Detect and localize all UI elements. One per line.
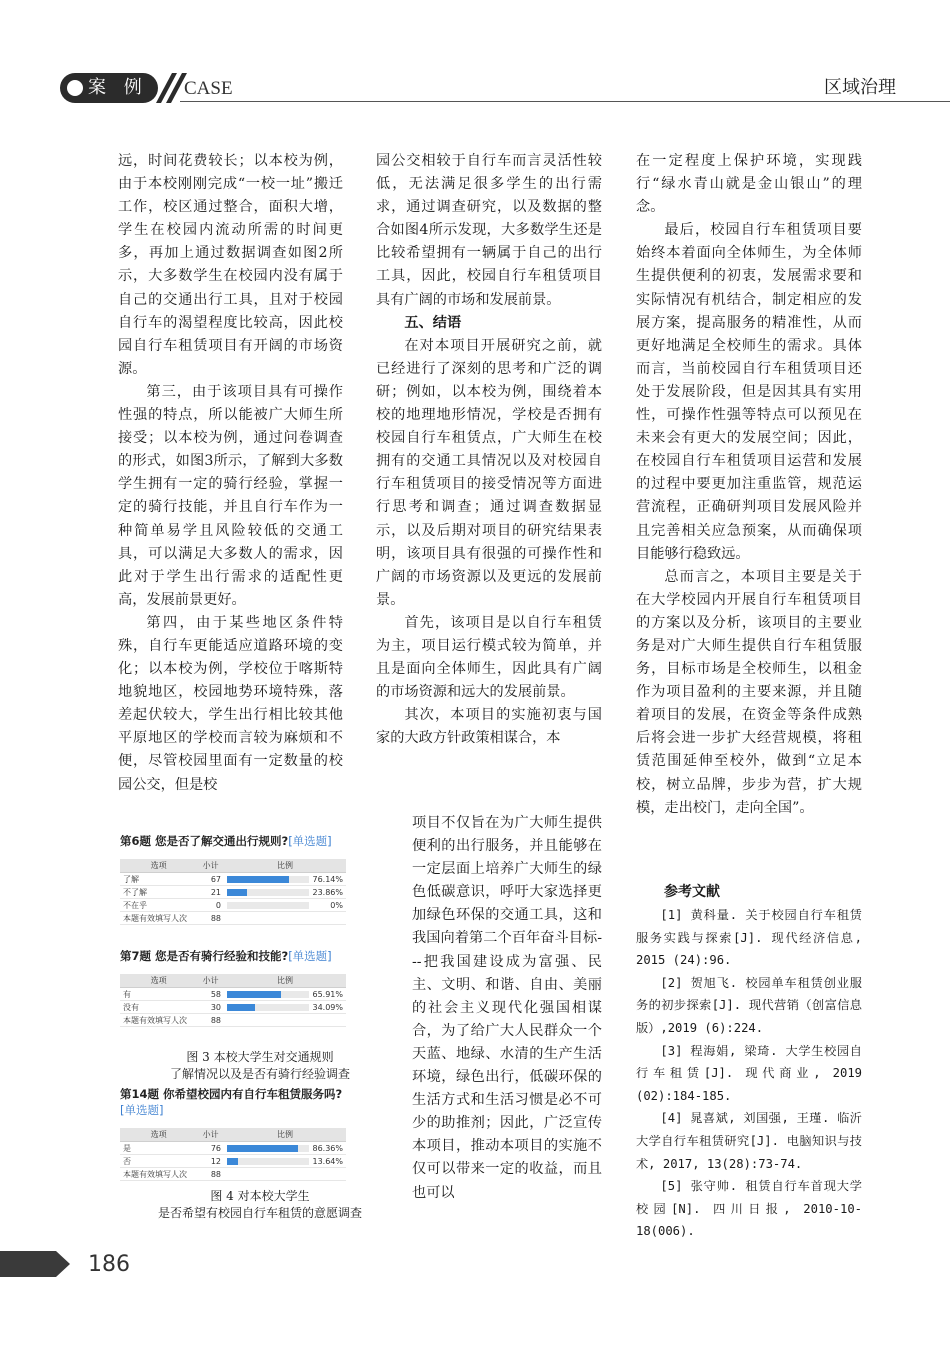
paragraph: 总而言之，本项目主要是关于在大学校园内开展自行车租赁项目的方案以及分析，该项目的主要业务是对广大师生提供自行车租赁服务，目标市场是全校师生，以租金作为项目盈利的主要来源，并且随着项目的发展，在资金等条件成熟后将会进一步扩大经营规模，将租赁范围延伸至校外，做到“立足本校，树立品牌，步步为营，扩大规模，走出校门，走向全国”。 [636, 568, 862, 816]
percent-label: 23.86% [312, 887, 343, 897]
percent-cell [224, 886, 346, 899]
percent-bar [227, 1004, 255, 1011]
percent-label: 34.09% [312, 1002, 343, 1012]
survey-table [120, 1128, 346, 1181]
percent-label: 0% [330, 900, 343, 910]
paragraph: 第四，由于某些地区条件特殊，自行车更能适应道路环境的变化；以本校为例，学校位于喀斯特地貌地区，校园地势环境特殊，落差起伏较大，学生出行相比较其他平原地区的学校而言较为麻烦和不便，尽管校园里面有一定数量的校园公交，但是校 [118, 614, 343, 793]
percent-bar [227, 1158, 238, 1165]
column-header: 比例 [224, 974, 346, 988]
percent-bar-track [227, 889, 309, 896]
references-title: 参考文献 [664, 884, 720, 900]
column-header: 比例 [224, 859, 346, 873]
column-header: 小计 [197, 859, 224, 873]
reference-item: [2] 贺旭飞. 校园单车租赁创业服务的初步探索[J]. 现代营销（创富信息版）,2019 (6):224. [636, 975, 862, 1035]
reference-item: [1] 黄科量. 关于校园自行车租赁服务实践与探索[J]. 现代经济信息, 2015 (24):96. [636, 908, 862, 968]
percent-cell [224, 1155, 346, 1168]
figure-3-caption: 图 3 本校大学生对交通规则 了解情况以及是否有骑行经验调查 [169, 1050, 350, 1081]
survey-table [120, 974, 346, 1027]
count-value: 76 [197, 1142, 224, 1155]
table-row [120, 1001, 346, 1014]
percent-bar-track [227, 991, 309, 998]
option-label: 不了解 [120, 886, 197, 899]
column-header: 选项 [120, 974, 197, 988]
paragraph: 其次，本项目的实施初衷与国家的大政方针政策相谋合，本 [376, 707, 602, 747]
column-header: 选项 [120, 1128, 197, 1142]
option-label: 了解 [120, 873, 197, 886]
percent-bar-track [227, 902, 309, 909]
count-value: 12 [197, 1155, 224, 1168]
figure-4-caption: 图 4 对本校大学生 是否希望有校园自行车租赁的意愿调查 [157, 1189, 362, 1220]
column-header: 比例 [224, 1128, 346, 1142]
option-label: 是 [120, 1142, 197, 1155]
total-value: 88 [197, 1014, 224, 1027]
percent-bar [227, 876, 289, 883]
survey-table [120, 859, 346, 925]
count-value: 0 [197, 899, 224, 912]
question-title: 第14题 你希望校园内有自行车租赁服务吗? [120, 1087, 343, 1101]
paragraph: 园公交相较于自行车而言灵活性较低，无法满足很多学生的出行需求，通过调查研究，以及数据的整合如图4所示发现，大多数学生还是比较希望拥有一辆属于自己的出行工具，因此，校园自行车租赁项目具有广阔的市场和发展前景。 [376, 153, 602, 308]
page-number: 186 [88, 1252, 130, 1277]
paragraph: 第三，由于该项目具有可操作性强的特点，所以能被广大师生所接受；以本校为例，通过问卷调查的形式，如图3所示，了解到大多数学生拥有一定的骑行经验，掌握一定的骑行技能，并且自行车作为一种简单易学且风险较低的交通工具，可以满足大多数人的需求，因此对于学生出行需求的适配性更高，发展前景更好。 [118, 383, 343, 608]
empty-cell [224, 1014, 346, 1027]
table-row [120, 1155, 346, 1168]
reference-item: [4] 晁喜斌, 刘国强, 王瑾. 临沂大学自行车租赁研究[J]. 电脑知识与技术, 2017, 13(28):73-74. [636, 1111, 862, 1171]
percent-label: 86.36% [312, 1143, 343, 1153]
table-row [120, 873, 346, 886]
column-header: 选项 [120, 859, 197, 873]
reference-item: [5] 张守帅. 租赁自行车首现大学校园[N]. 四川日报, 2010-10-18(006). [636, 1179, 862, 1239]
figure-3 [120, 833, 370, 1027]
total-row [120, 1168, 346, 1181]
circle-icon [67, 80, 83, 96]
section-heading: 五、结语 [404, 314, 462, 331]
total-label: 本题有效填写人次 [120, 1168, 197, 1181]
total-row [120, 912, 346, 925]
count-value: 30 [197, 1001, 224, 1014]
column-header: 小计 [197, 974, 224, 988]
option-label: 有 [120, 988, 197, 1001]
paragraph: 项目不仅旨在为广大师生提供便利的出行服务，并且能够在一定层面上培养广大师生的绿色低碳意识，呼吁大家选择更加绿色环保的交通工具，这和我国向着第二个百年奋斗目标---把我国建设成为富强、民主、文明、和谐、自由、美丽的社会主义现代化强国相谋合，为了给广大人民群众一个天蓝、地绿、水清的生产生活环境，绿色出行，低碳环保的生活方式和生活习惯是必不可少的助推剂；因此，广泛宣传本项目，推动本项目的实施不仅可以带来一定的收益，而且也可以 [412, 815, 602, 1201]
percent-label: 65.91% [312, 989, 343, 999]
option-label: 没有 [120, 1001, 197, 1014]
percent-bar [227, 889, 247, 896]
header-rule [180, 101, 950, 102]
percent-bar-track [227, 1145, 309, 1152]
percent-bar-track [227, 1004, 309, 1011]
total-label: 本题有效填写人次 [120, 912, 197, 925]
question-title: 第6题 您是否了解交通出行规则?[单选题] [120, 834, 332, 848]
column-2-continued [412, 812, 602, 1205]
table-row [120, 886, 346, 899]
percent-bar-track [227, 1158, 309, 1165]
figure-4 [120, 1086, 370, 1181]
table-row [120, 988, 346, 1001]
percent-bar-track [227, 876, 309, 883]
count-value: 58 [197, 988, 224, 1001]
paragraph: 在一定程度上保护环境，实现践行“绿水青山就是金山银山”的理念。 [636, 153, 862, 216]
percent-cell [224, 1142, 346, 1155]
count-value: 21 [197, 886, 224, 899]
column-2 [376, 150, 602, 750]
category-title: 区域治理 [824, 77, 896, 98]
percent-cell [224, 988, 346, 1001]
paragraph: 在对本项目开展研究之前，就已经进行了深刻的思考和广泛的调研；例如，以本校为例，围绕着本校的地理地形情况，学校是否拥有校园自行车租赁点，广大师生在校拥有的交通工具情况以及对校园自行车租赁项目的接受情况等方面进行思考和调查；通过调查数据显示，以及后期对项目的研究结果表明，该项目具有很强的可操作性和广阔的市场资源以及更远的发展前景。 [376, 337, 602, 608]
percent-bar [227, 1145, 298, 1152]
empty-cell [224, 912, 346, 925]
paragraph: 远，时间花费较长；以本校为例，由于本校刚刚完成“一校一址”搬迁工作，校区通过整合，面积大增，学生在校园内流动所需的时间更多，再加上通过数据调查如图2所示，大多数学生在校园内没有属于自己的交通出行工具，且对于校园自行车的渴望程度比较高，因此校园自行车租赁项目有开阔的市场资源。 [118, 153, 343, 377]
section-label: 案 例 [88, 77, 148, 98]
column-1 [118, 150, 343, 797]
total-row [120, 1014, 346, 1027]
table-row [120, 899, 346, 912]
references [636, 880, 862, 1243]
percent-cell [224, 873, 346, 886]
total-value: 88 [197, 1168, 224, 1181]
section-label-en: CASE [184, 78, 233, 99]
table-row [120, 1142, 346, 1155]
question-title: 第7题 您是否有骑行经验和技能?[单选题] [120, 949, 332, 963]
percent-label: 76.14% [312, 874, 343, 884]
option-label: 否 [120, 1155, 197, 1168]
reference-item: [3] 程海娟, 梁琦. 大学生校园自行车租赁[J]. 现代商业, 2019 (02):184-185. [636, 1043, 862, 1103]
total-value: 88 [197, 912, 224, 925]
paragraph: 最后，校园自行车租赁项目要始终本着面向全体师生，为全体师生提供便利的初衷，发展需求要和实际情况有机结合，制定相应的发展方案，提高服务的精准性，从而更好地满足全校师生的需求。具体而言，当前校园自行车租赁项目还处于发展阶段，但是因其具有实用性，可操作性强等特点可以预见在未来会有更大的发展空间；因此，在校园自行车租赁项目运营和发展的过程中要更加注重监管，规范运营流程，正确研判项目发展风险并且完善相关应急预案，从而确保项目能够行稳致远。 [636, 222, 862, 562]
total-label: 本题有效填写人次 [120, 1014, 197, 1027]
percent-cell [224, 899, 346, 912]
option-label: 不在乎 [120, 899, 197, 912]
question-tag: [单选题] [120, 1103, 164, 1117]
count-value: 67 [197, 873, 224, 886]
column-3 [636, 150, 862, 820]
percent-cell [224, 1001, 346, 1014]
paragraph: 首先，该项目是以自行车租赁为主，项目运行模式较为简单，并且是面向全体师生，因此具有广阔的市场资源和远大的发展前景。 [376, 614, 602, 701]
column-header: 小计 [197, 1128, 224, 1142]
percent-bar [227, 991, 281, 998]
empty-cell [224, 1168, 346, 1181]
percent-label: 13.64% [312, 1156, 343, 1166]
page-tab-arrow-icon [0, 1251, 70, 1277]
